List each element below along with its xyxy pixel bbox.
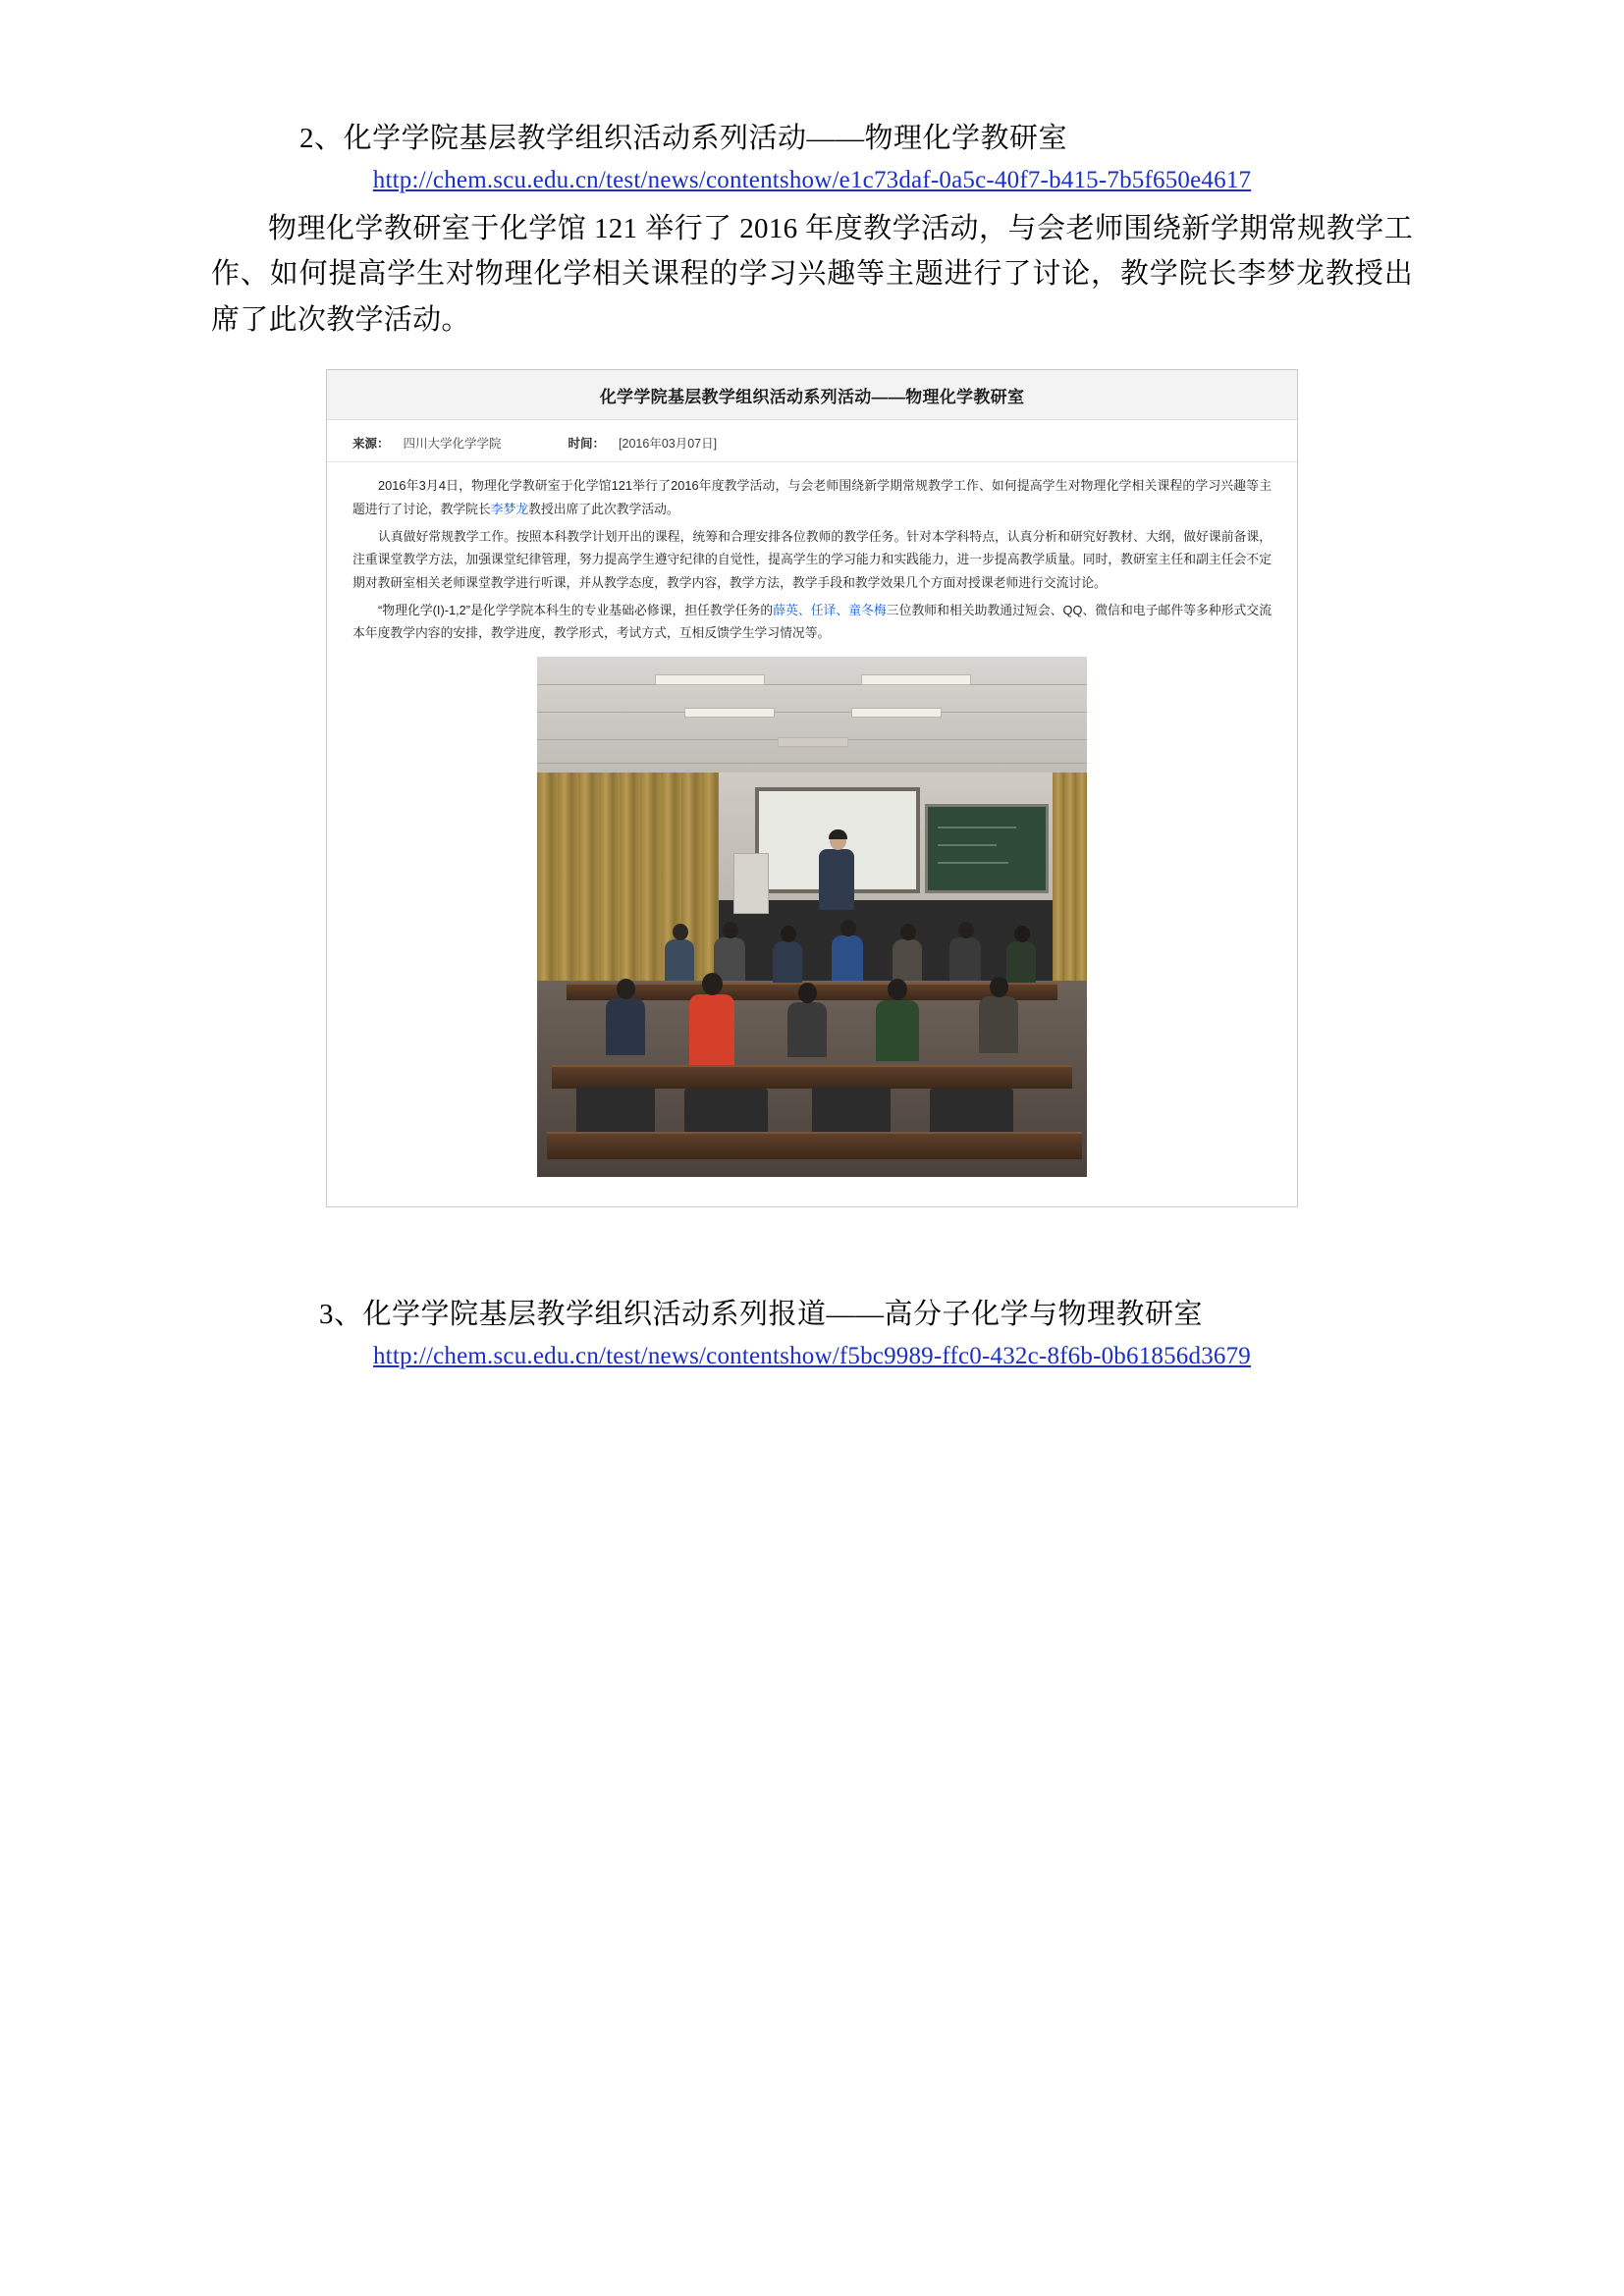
section-2-number: 2、	[299, 123, 344, 154]
classroom-photo	[537, 657, 1087, 1177]
screenshot-p3-text-b: 三位教师和相关助教通过短会、QQ、微信和电子邮件等多种形式交流本年度教学内容的安排，教学进度，教学形式，考试方式，互相反馈学生学习情况等。	[352, 602, 1272, 641]
screenshot-article-body	[327, 462, 1297, 1206]
screenshot-paragraph-1	[352, 474, 1272, 520]
section-3-number: 3、	[319, 1299, 363, 1331]
screenshot-p1-text-b: 教授出席了此次教学活动。	[528, 502, 679, 517]
screenshot-p2-text: 认真做好常规教学工作。按照本科教学计划开出的课程，统筹和合理安排各位教师的教学任务。针对本学科特点，认真分析和研究好教材、大纲，做好课前备课，注重课堂教学方法，加强课堂纪律管理，努力提高学生遵守纪律的自觉性，提高学生的学习能力和实践能力，进一步提高教学质量。同时，教研室主任和副主任会不定期对教研室相关老师课堂教学进行听课，并从教学态度，教学内容，教学方法，教学手段和教学效果几个方面对授课老师进行交流讨论。	[352, 528, 1272, 591]
screenshot-p3-text-a: “物理化学(I)-1,2”是化学学院本科生的专业基础必修课，担任教学任务的	[378, 602, 774, 617]
section-2-url-link[interactable]: http://chem.scu.edu.cn/test/news/contentshow/e1c73daf-0a5c-40f7-b415-7b5f650e4617	[372, 166, 1252, 193]
screenshot-photo-container	[352, 649, 1272, 1199]
screenshot-paragraph-3	[352, 599, 1272, 645]
section-3-url-link[interactable]: http://chem.scu.edu.cn/test/news/contentshow/f5bc9989-ffc0-432c-8f6b-0b61856d3679	[372, 1342, 1252, 1369]
screenshot-source-value: 四川大学化学学院	[403, 437, 502, 452]
screenshot-article-title: 化学学院基层教学组织活动系列活动——物理化学教研室	[599, 388, 1025, 407]
embedded-webpage-screenshot	[326, 369, 1298, 1207]
screenshot-time-label: 时间：	[568, 437, 606, 452]
section-3-heading	[211, 1294, 1413, 1337]
screenshot-p3-teacher-names: 薛英、任译、童冬梅	[773, 602, 887, 617]
section-3-title: 化学学院基层教学组织活动系列报道——高分子化学与物理教研室	[362, 1299, 1204, 1331]
section-2-paragraph: 物理化学教研室于化学馆 121 举行了 2016 年度教学活动，与会老师围绕新学期常规教学工作、如何提高学生对物理化学相关课程的学习兴趣等主题进行了讨论，教学院长李梦龙教授出席了此次教学活动。	[211, 212, 1413, 337]
screenshot-p1-highlight-name: 李梦龙	[490, 502, 529, 517]
section-2-heading	[211, 118, 1413, 161]
screenshot-p1-text-a: 2016年3月4日，物理化学教研室于化学馆121举行了2016年度教学活动，与会老师围绕新学期常规教学工作、如何提高学生对物理化学相关课程的学习兴趣等主题进行了讨论，教学院长	[352, 478, 1272, 517]
screenshot-title-bar	[327, 370, 1297, 420]
screenshot-source-label: 来源：	[352, 437, 390, 452]
screenshot-paragraph-2	[352, 525, 1272, 595]
screenshot-meta-row	[327, 420, 1297, 462]
screenshot-time-value: [2016年03月07日]	[619, 437, 718, 452]
section-2-title: 化学学院基层教学组织活动系列活动——物理化学教研室	[343, 123, 1068, 154]
